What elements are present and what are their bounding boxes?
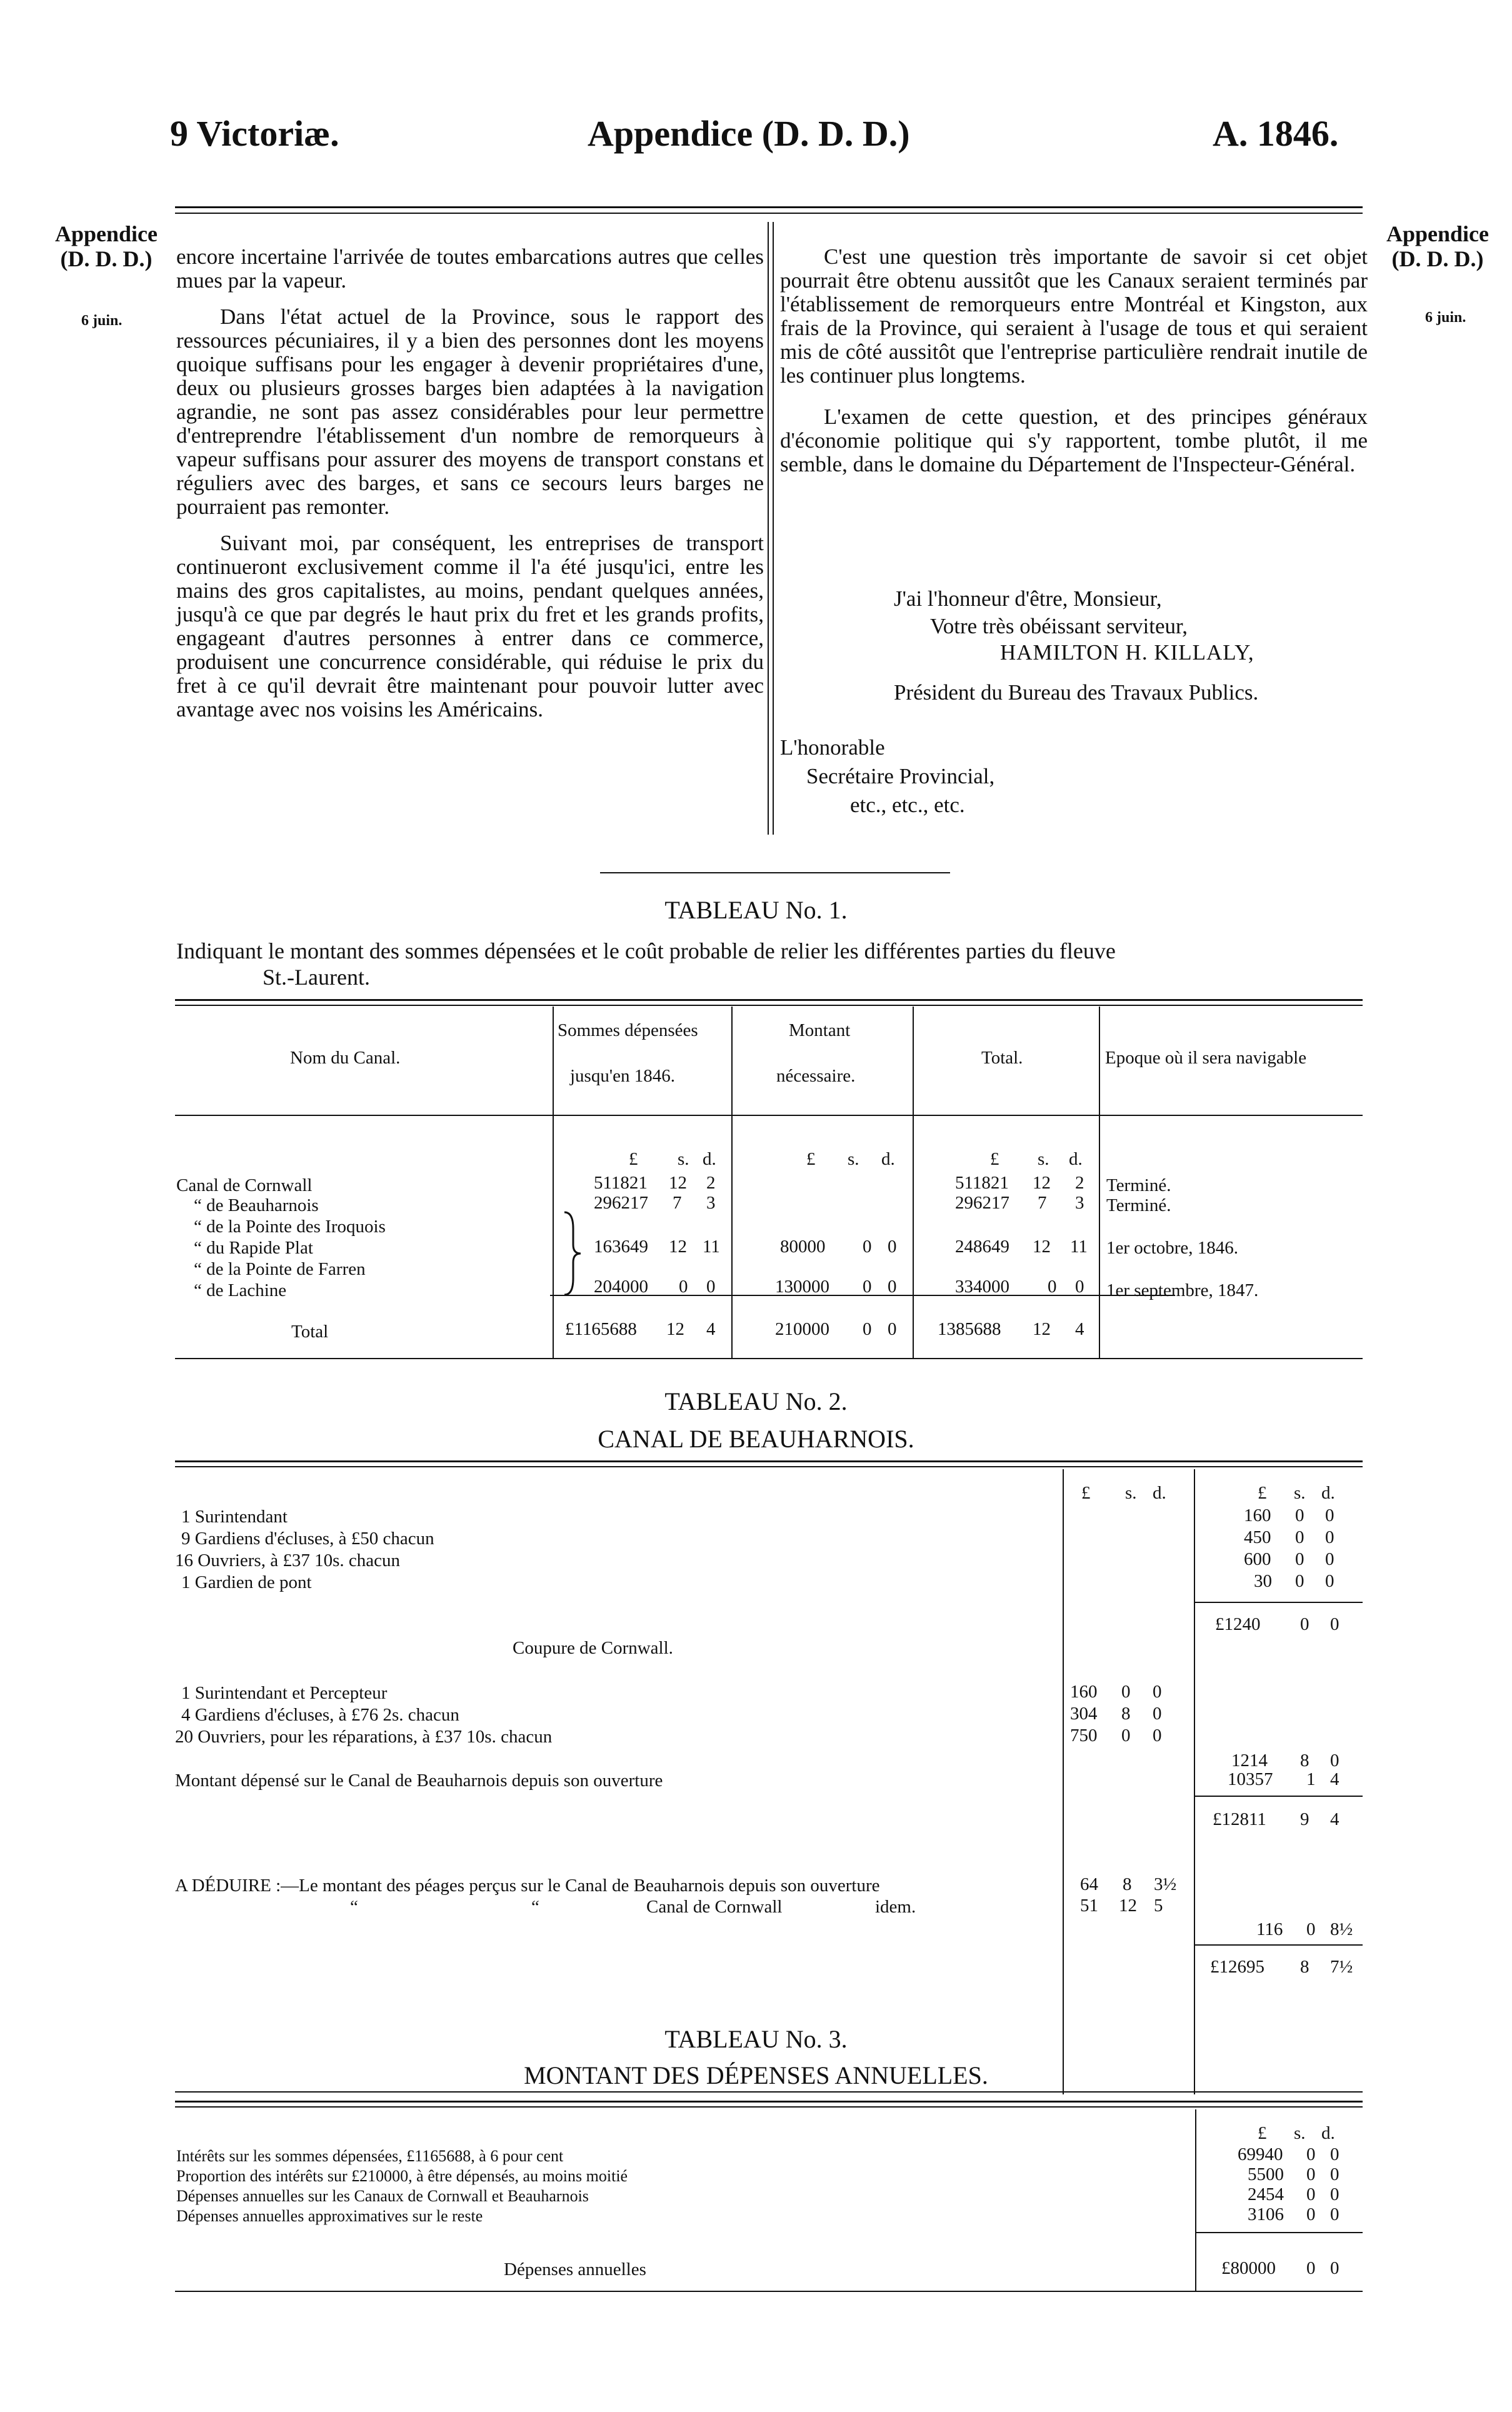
addressee-3: etc., etc., etc. xyxy=(850,793,965,817)
t3-v-d: 0 xyxy=(1330,2184,1339,2204)
right-paragraph-1: C'est une question très importante de savoir si cet objet pourrait être obtenu aussitôt que les Canaux seraient terminés par l'établissement de remorqueurs entre Montréal et Kingston, aux frais de la Province, qui seraient à l'usage de tous et qui seraient mis de côté aussitôt que l'entreprise particulière rendrait inutile de les continuer plus longtems. xyxy=(780,244,1368,388)
t1-needed-l: 210000 xyxy=(775,1319,829,1339)
t1-total-s: 0 xyxy=(1048,1277,1057,1297)
table1-vline-1 xyxy=(553,1007,554,1358)
signature-servant: Votre très obéissant serviteur, xyxy=(930,614,1188,638)
t2-idem: idem. xyxy=(875,1897,916,1917)
t3-total-rule xyxy=(1195,2232,1363,2233)
t1-spent-d: 11 xyxy=(703,1237,720,1257)
table1-top-rule xyxy=(175,999,1363,1001)
t1-needed-d: 0 xyxy=(888,1237,897,1257)
t1-total-s: 12 xyxy=(1033,1237,1051,1257)
header-rule xyxy=(175,206,1363,208)
t1-epoch: 1er octobre, 1846. xyxy=(1106,1238,1238,1258)
margin-date-left: 6 juin. xyxy=(81,313,123,329)
right-paragraph-2: L'examen de cette question, et des principes généraux d'économie politique qui s'y rapportent, tombe plutôt, il me semble, dans le domaine du Département de l'Inspecteur-Général. xyxy=(780,405,1368,476)
t2-v-l: 10357 xyxy=(1228,1769,1273,1789)
header-title: Appendice (D. D. D.) xyxy=(588,113,910,154)
t1-spent-s: 12 xyxy=(666,1319,684,1339)
t1-unit-d3: d. xyxy=(1069,1149,1083,1169)
table1-header-rule xyxy=(175,1115,1363,1116)
right-column xyxy=(780,245,1368,489)
t2-m-d: 0 xyxy=(1153,1704,1162,1724)
t2-v-s: 8 xyxy=(1300,1957,1309,1977)
t3-v-s: 0 xyxy=(1306,2144,1316,2164)
t1-needed-s: 0 xyxy=(863,1237,872,1257)
column-divider xyxy=(773,222,774,835)
t2-m-l: 160 xyxy=(1070,1682,1098,1702)
header-year: A. 1846. xyxy=(1213,113,1339,154)
t1-name: Canal de Cornwall xyxy=(176,1175,313,1195)
t3-v-l: £80000 xyxy=(1221,2258,1276,2278)
t2-unit-d1: d. xyxy=(1153,1483,1166,1503)
t2-m-d: 0 xyxy=(1153,1726,1162,1746)
t3-v-s: 0 xyxy=(1306,2258,1316,2278)
t2-ditto-1: “ xyxy=(350,1897,358,1917)
header-rule-2 xyxy=(175,213,1363,214)
table1-top-rule-2 xyxy=(175,1005,1363,1006)
left-paragraph-2: Dans l'état actuel de la Province, sous le rapport des ressources pécuniaires, il y a bien des personnes dont les moyens quoique suffisans pour les engager à devenir propriétaires d'une, deux ou plusieurs grosses barges bien adaptées à la navigation agrandie, ne sont pas assez considérables pour leur permettre d'entreprendre l'établissement d'un nombre de remorqueurs à vapeur suffisans pour assurer des moyens de transport constans et réguliers avec des barges, et sans ce secours leurs barges ne pourraient pas remonter. xyxy=(176,304,764,519)
table1-header-needed-2: nécessaire. xyxy=(776,1066,856,1086)
t1-unit-s3: s. xyxy=(1038,1149,1049,1169)
t2-unit-s2: s. xyxy=(1294,1483,1306,1503)
t2-m-l: 750 xyxy=(1070,1726,1098,1746)
table2-bottom-rule xyxy=(175,2091,1363,2093)
t2-m-l: 51 xyxy=(1080,1896,1098,1916)
table1-caption-2: St.-Laurent. xyxy=(263,965,370,990)
t2-v-s: 1 xyxy=(1306,1769,1316,1789)
t2-v-s: 9 xyxy=(1300,1809,1309,1829)
t2-unit-l2: £ xyxy=(1258,1483,1267,1503)
t2-v-d: 0 xyxy=(1325,1505,1334,1525)
t2-m-s: 0 xyxy=(1121,1682,1131,1702)
t2-label: 16 Ouvriers, à £37 10s. chacun xyxy=(175,1550,400,1570)
t2-v-s: 8 xyxy=(1300,1751,1309,1771)
signature-title: Président du Bureau des Travaux Publics. xyxy=(894,680,1259,705)
t1-total-l: 248649 xyxy=(955,1237,1009,1257)
t2-label: 1 Surintendant et Percepteur xyxy=(181,1683,388,1703)
t2-v-l: 116 xyxy=(1256,1919,1283,1939)
column-divider-2 xyxy=(768,222,769,835)
t1-spent-l: 204000 xyxy=(594,1277,648,1297)
t1-unit-l1: £ xyxy=(629,1149,638,1169)
t1-name: Total xyxy=(291,1322,329,1342)
t2-v-d: 0 xyxy=(1325,1549,1334,1569)
t1-name: “ du Rapide Plat xyxy=(194,1238,313,1258)
t3-v-s: 0 xyxy=(1306,2184,1316,2204)
signature-name: HAMILTON H. KILLALY, xyxy=(1000,640,1254,665)
table1-row-iroquois: “ de la Pointe des Iroquois xyxy=(194,1217,386,1237)
t2-v-d: 0 xyxy=(1330,1751,1339,1771)
left-column xyxy=(176,245,764,734)
t2-label: 4 Gardiens d'écluses, à £76 2s. chacun xyxy=(181,1705,459,1725)
t2-label: A DÉDUIRE :—Le montant des péages perçus sur le Canal de Beauharnois depuis son ouverture xyxy=(175,1876,880,1896)
t1-unit-s1: s. xyxy=(678,1149,689,1169)
t2-ditto-2: “ xyxy=(531,1897,539,1917)
t2-v-s: 0 xyxy=(1295,1549,1304,1569)
t2-v-l: 30 xyxy=(1254,1571,1272,1591)
addressee-1: L'honorable xyxy=(780,735,885,760)
t1-needed-d: 0 xyxy=(888,1277,897,1297)
left-paragraph-1: encore incertaine l'arrivée de toutes embarcations autres que celles mues par la vapeur. xyxy=(176,244,764,293)
t3-unit-d: d. xyxy=(1321,2123,1335,2143)
t2-v-d: 0 xyxy=(1330,1614,1339,1634)
table1-vline-2 xyxy=(731,1007,733,1358)
t1-spent-d: 4 xyxy=(706,1319,716,1339)
table1-header-name: Nom du Canal. xyxy=(290,1048,401,1068)
table1-bottom-rule xyxy=(175,1358,1363,1359)
t2-label: Montant dépensé sur le Canal de Beauharnois depuis son ouverture xyxy=(175,1771,663,1791)
table1-header-spent: Sommes dépensées xyxy=(558,1020,698,1040)
t1-name: “ de Lachine xyxy=(194,1280,287,1300)
t2-v-d: 4 xyxy=(1330,1769,1339,1789)
t2-v-l: 600 xyxy=(1244,1549,1271,1569)
t2-unit-d2: d. xyxy=(1321,1483,1335,1503)
t3-label: Proportion des intérêts sur £210000, à être dépensés, au moins moitié xyxy=(176,2167,628,2185)
t1-unit-s2: s. xyxy=(848,1149,859,1169)
table3-subtitle: MONTANT DES DÉPENSES ANNUELLES. xyxy=(524,2061,988,2089)
margin-code-left: (D. D. D.) xyxy=(60,246,153,271)
t1-spent-d: 3 xyxy=(706,1193,716,1213)
t1-unit-d1: d. xyxy=(703,1149,716,1169)
t3-v-l: 5500 xyxy=(1248,2164,1284,2184)
t1-spent-s: 12 xyxy=(669,1173,687,1193)
table1-vline-3 xyxy=(913,1007,914,1358)
table2-title: TABLEAU No. 2. xyxy=(664,1387,848,1415)
t2-sub1-rule xyxy=(1194,1602,1363,1603)
t2-m-l: 64 xyxy=(1080,1874,1098,1894)
section-rule xyxy=(600,872,950,873)
t1-spent-d: 0 xyxy=(706,1277,716,1297)
t2-v-s: 0 xyxy=(1295,1505,1304,1525)
t3-v-s: 0 xyxy=(1306,2164,1316,2184)
t1-total-d: 3 xyxy=(1075,1193,1084,1213)
t1-name: “ de Beauharnois xyxy=(194,1195,319,1215)
t2-sub3-rule xyxy=(1194,1796,1363,1797)
t1-total-d: 0 xyxy=(1075,1277,1084,1297)
t1-total-l: 296217 xyxy=(955,1193,1009,1213)
t3-v-l: 3106 xyxy=(1248,2204,1284,2224)
t3-label: Dépenses annuelles sur les Canaux de Cornwall et Beauharnois xyxy=(176,2187,589,2205)
table2-vline-1 xyxy=(1063,1469,1064,2094)
table1-header-needed: Montant xyxy=(789,1020,851,1040)
t1-needed-d: 0 xyxy=(888,1319,897,1339)
left-paragraph-3: Suivant moi, par conséquent, les entreprises de transport continueront exclusivement comme il l'a été jusqu'ici, entre les mains des gros capitalistes, au moins, pendant quelques années, jusqu'à ce que par degrés le haut prix du fret et les grands profits, engageant d'autres personnes à entrer dans ce commerce, produisent une concurrence considérable, qui réduise le prix du fret à ce qu'il devrait être maintenant pour pouvoir lutter avec avantage avec nos voisins les Américains. xyxy=(176,531,764,721)
t3-unit-l: £ xyxy=(1258,2123,1267,2143)
table3-vline xyxy=(1195,2109,1196,2291)
t1-unit-l3: £ xyxy=(990,1149,999,1169)
t2-v-s: 0 xyxy=(1306,1919,1316,1939)
t3-v-s: 0 xyxy=(1306,2204,1316,2224)
table3-title: TABLEAU No. 3. xyxy=(664,2025,848,2053)
t1-needed-s: 0 xyxy=(863,1319,872,1339)
table1-row-farren: “ de la Pointe de Farren xyxy=(194,1259,366,1279)
t1-unit-l2: £ xyxy=(806,1149,816,1169)
t1-total-s: 7 xyxy=(1038,1193,1047,1213)
t3-v-l: 2454 xyxy=(1248,2184,1284,2204)
t3-v-d: 0 xyxy=(1330,2204,1339,2224)
t1-spent-l: 296217 xyxy=(594,1193,648,1213)
t2-v-l: £1240 xyxy=(1215,1614,1261,1634)
t3-label: Dépenses annuelles approximatives sur le reste xyxy=(176,2207,483,2225)
table1-title: TABLEAU No. 1. xyxy=(664,896,848,924)
table3-bottom-rule xyxy=(175,2291,1363,2292)
t1-total-d: 11 xyxy=(1070,1237,1088,1257)
t2-v-s: 0 xyxy=(1300,1614,1309,1634)
t1-epoch: Terminé. xyxy=(1106,1175,1171,1195)
table2-coupure-heading: Coupure de Cornwall. xyxy=(513,1638,673,1658)
margin-date-right: 6 juin. xyxy=(1425,309,1466,326)
t2-m-d: 3½ xyxy=(1154,1874,1177,1894)
margin-note-left xyxy=(44,222,169,271)
t3-v-l: 69940 xyxy=(1238,2144,1283,2164)
table2-top-rule-2 xyxy=(175,1466,1363,1467)
margin-label-left: Appendice xyxy=(54,221,158,246)
t1-needed-l: 130000 xyxy=(775,1277,829,1297)
table2-top-rule xyxy=(175,1460,1363,1462)
t2-label: 1 Gardien de pont xyxy=(181,1572,312,1592)
t1-total-l: 334000 xyxy=(955,1277,1009,1297)
t1-total-d: 4 xyxy=(1075,1319,1084,1339)
t3-v-d: 0 xyxy=(1330,2258,1339,2278)
t1-total-d: 2 xyxy=(1075,1173,1084,1193)
t2-m-l: 304 xyxy=(1070,1704,1098,1724)
t1-total-s: 12 xyxy=(1033,1173,1051,1193)
t1-spent-s: 12 xyxy=(669,1237,687,1257)
t2-v-s: 0 xyxy=(1295,1571,1304,1591)
margin-code-right: (D. D. D.) xyxy=(1391,246,1484,271)
t2-v-d: 0 xyxy=(1325,1571,1334,1591)
t2-v-l: £12811 xyxy=(1213,1809,1266,1829)
t1-spent-s: 7 xyxy=(673,1193,682,1213)
t2-v-d: 0 xyxy=(1325,1527,1334,1547)
t1-spent-s: 0 xyxy=(679,1277,688,1297)
t1-total-l: 1385688 xyxy=(938,1319,1001,1339)
t2-m-d: 5 xyxy=(1154,1896,1163,1916)
t1-spent-l: £1165688 xyxy=(565,1319,637,1339)
t1-epoch: Terminé. xyxy=(1106,1195,1171,1215)
t3-label: Dépenses annuelles xyxy=(504,2259,646,2279)
t2-v-l: 450 xyxy=(1244,1527,1271,1547)
table1-caption: Indiquant le montant des sommes dépensées et le coût probable de relier les différentes parties du fleuve xyxy=(176,938,1116,963)
t2-v-d: 8½ xyxy=(1330,1919,1353,1939)
t2-label: 20 Ouvriers, pour les réparations, à £37 10s. chacun xyxy=(175,1727,553,1747)
t2-v-d: 4 xyxy=(1330,1809,1339,1829)
table1-header-total: Total. xyxy=(981,1048,1023,1068)
t3-unit-s: s. xyxy=(1294,2123,1306,2143)
table2-subtitle: CANAL DE BEAUHARNOIS. xyxy=(598,1425,914,1453)
table3-top-rule xyxy=(175,2101,1363,2103)
t1-spent-l: 163649 xyxy=(594,1237,648,1257)
margin-note-right xyxy=(1375,222,1500,271)
margin-label-right: Appendice xyxy=(1386,221,1489,246)
t2-v-l: 160 xyxy=(1244,1505,1271,1525)
table2-vline-2 xyxy=(1194,1469,1195,2094)
table3-top-rule-2 xyxy=(175,2106,1363,2108)
t1-needed-l: 80000 xyxy=(780,1237,826,1257)
table1-vline-4 xyxy=(1099,1007,1100,1358)
t2-m-s: 0 xyxy=(1121,1726,1131,1746)
t1-spent-d: 2 xyxy=(706,1173,716,1193)
header-volume: 9 Victoriæ. xyxy=(170,113,339,154)
t1-epoch: 1er septembre, 1847. xyxy=(1106,1280,1259,1300)
t1-total-l: 511821 xyxy=(955,1173,1009,1193)
t2-label: 1 Surintendant xyxy=(181,1507,288,1527)
t2-m-s: 8 xyxy=(1123,1874,1132,1894)
t1-spent-l: 511821 xyxy=(594,1173,648,1193)
table1-header-epoch: Epoque où il sera navigable xyxy=(1105,1048,1307,1068)
t2-m-s: 12 xyxy=(1119,1896,1137,1916)
t2-label: Canal de Cornwall xyxy=(646,1897,783,1917)
t1-unit-d2: d. xyxy=(881,1149,895,1169)
t2-v-d: 7½ xyxy=(1330,1957,1353,1977)
addressee-2: Secrétaire Provincial, xyxy=(806,764,995,788)
t2-unit-l1: £ xyxy=(1081,1483,1091,1503)
table1-brace xyxy=(559,1210,584,1297)
t2-v-l: £12695 xyxy=(1210,1957,1264,1977)
t1-total-s: 12 xyxy=(1033,1319,1051,1339)
t2-v-s: 0 xyxy=(1295,1527,1304,1547)
signature-closing: J'ai l'honneur d'être, Monsieur, xyxy=(894,586,1162,611)
t3-label: Intérêts sur les sommes dépensées, £1165688, à 6 pour cent xyxy=(176,2147,564,2165)
t2-label: 9 Gardiens d'écluses, à £50 chacun xyxy=(181,1529,434,1549)
t2-final-rule xyxy=(1194,1944,1363,1946)
t2-m-d: 0 xyxy=(1153,1682,1162,1702)
t2-m-s: 8 xyxy=(1121,1704,1131,1724)
table1-header-spent-2: jusqu'en 1846. xyxy=(570,1066,675,1086)
t1-needed-s: 0 xyxy=(863,1277,872,1297)
t2-unit-s1: s. xyxy=(1125,1483,1137,1503)
t3-v-d: 0 xyxy=(1330,2164,1339,2184)
t2-v-l: 1214 xyxy=(1231,1751,1268,1771)
t3-v-d: 0 xyxy=(1330,2144,1339,2164)
